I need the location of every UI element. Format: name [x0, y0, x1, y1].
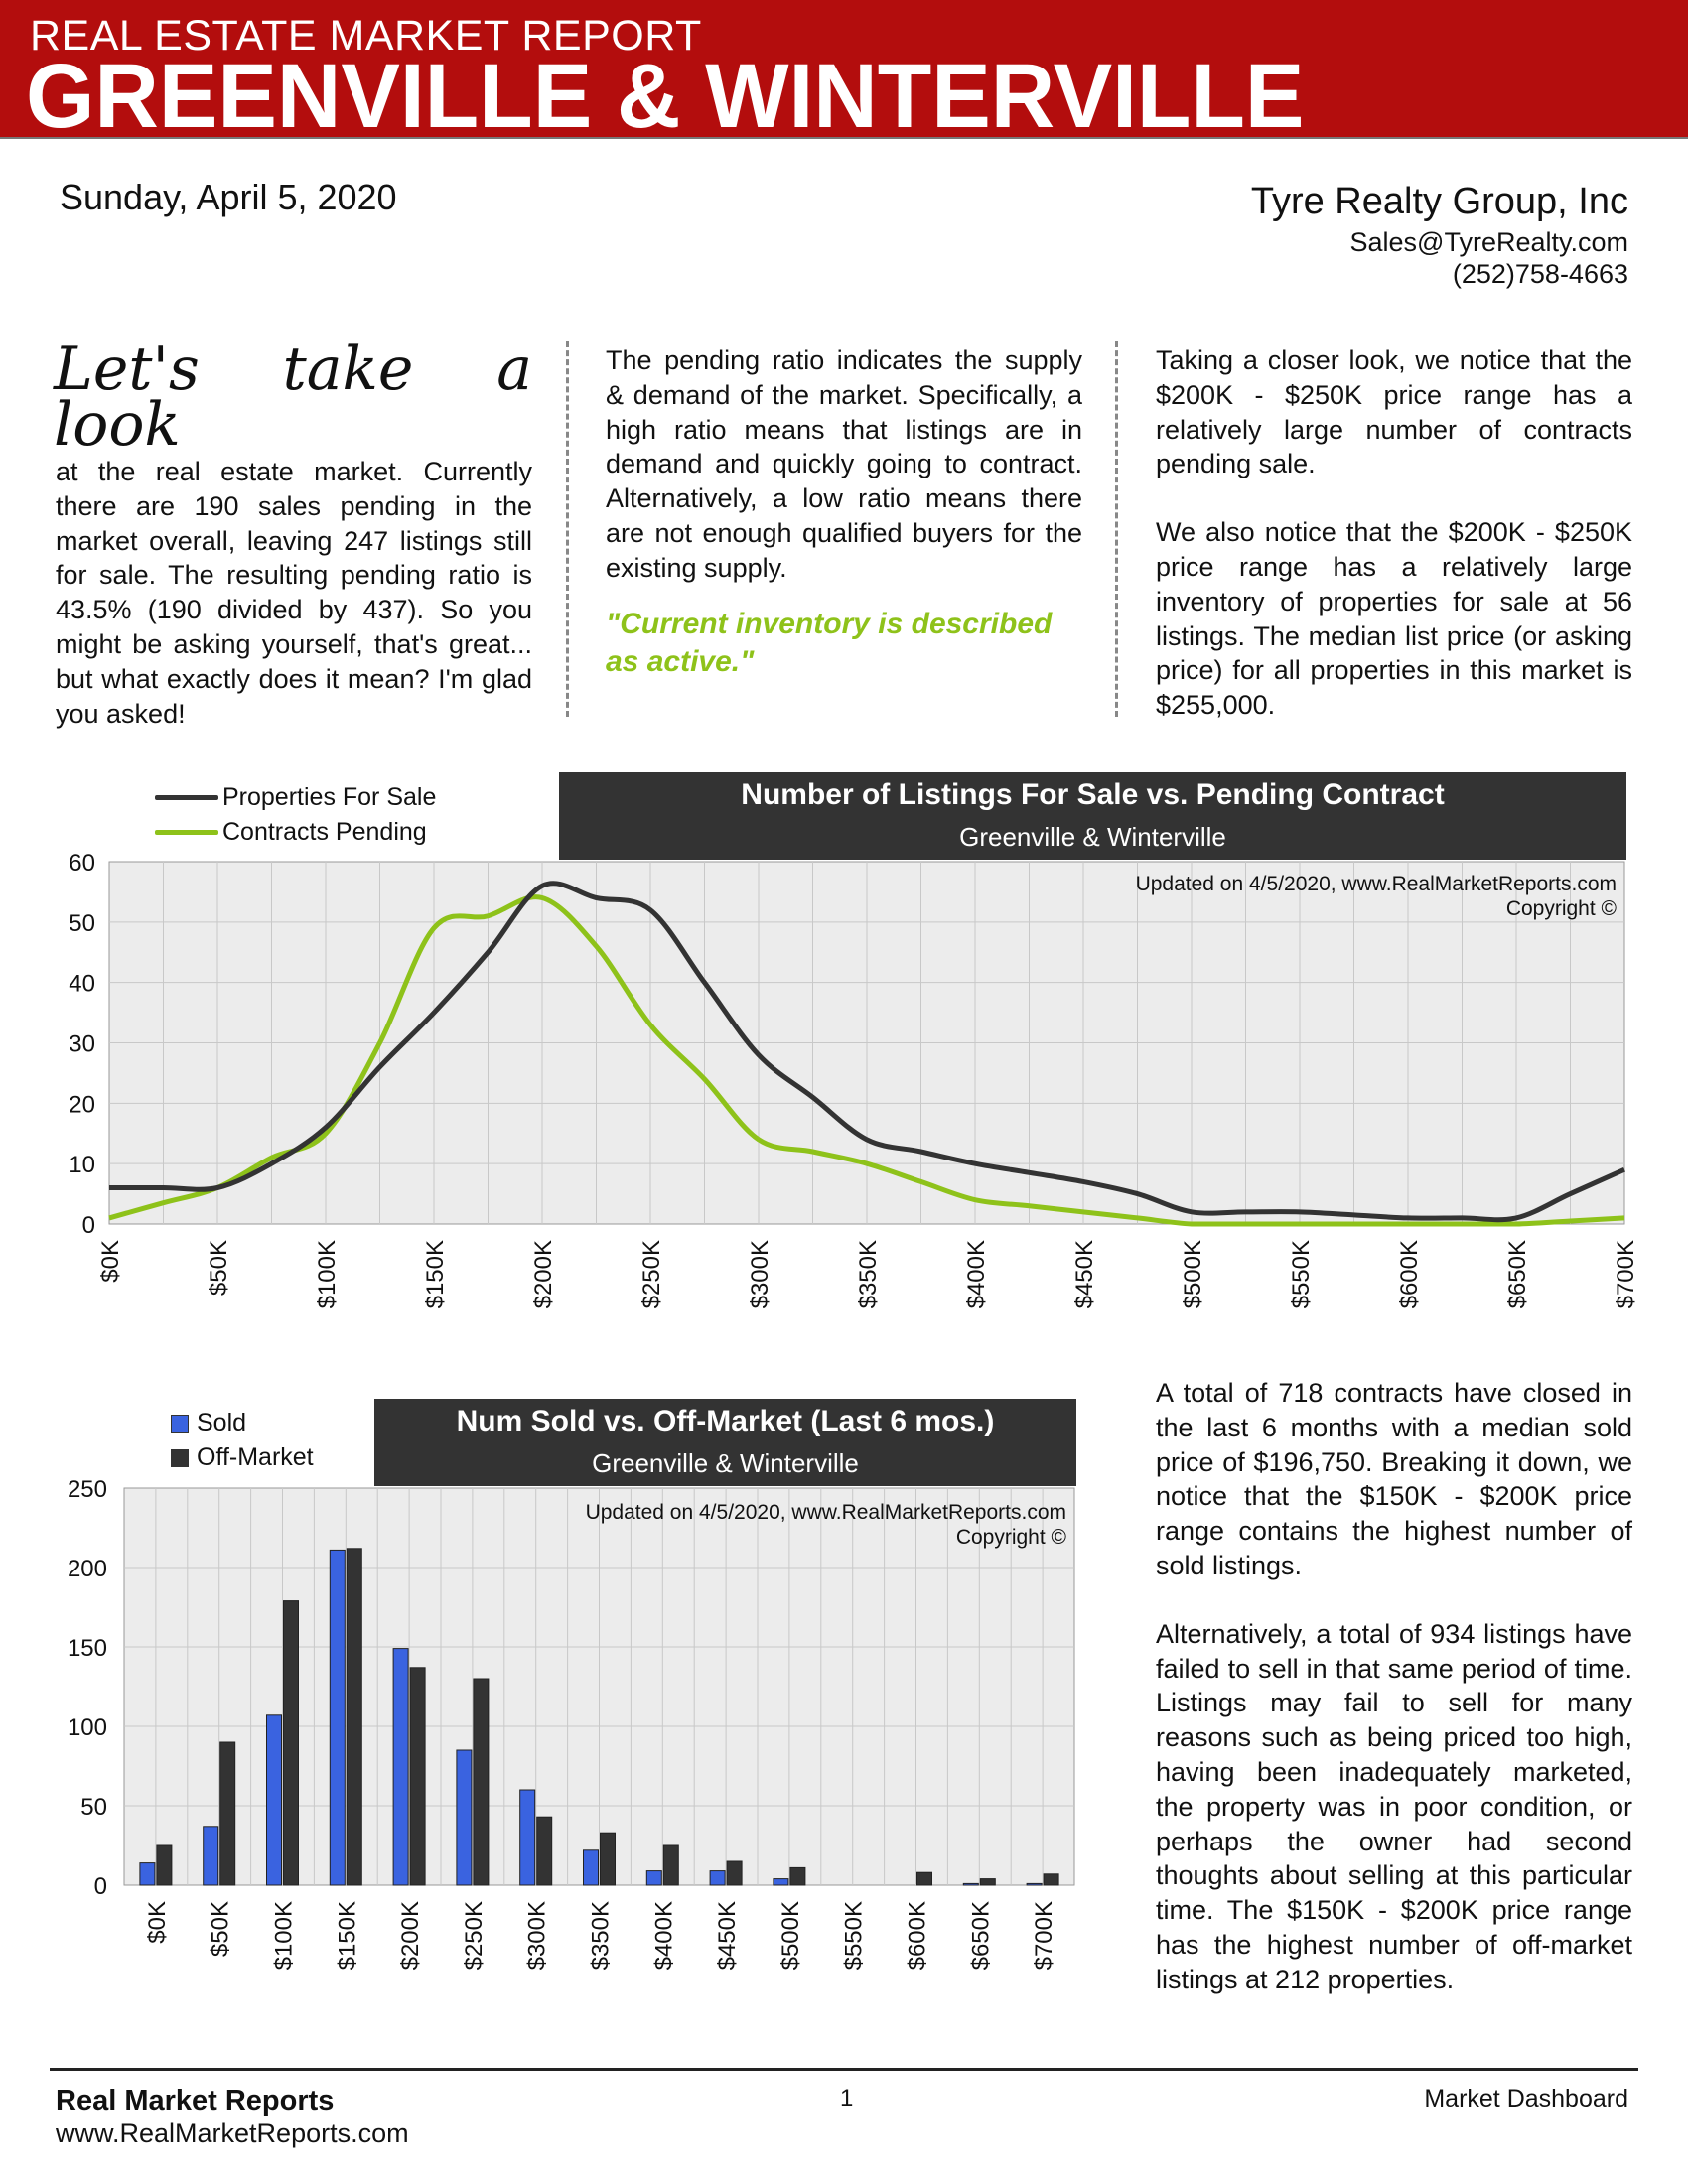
- y-tick-label: 250: [67, 1476, 107, 1503]
- bar-off-market: [727, 1861, 742, 1885]
- x-tick-label: $200K: [530, 1240, 557, 1309]
- legend-swatch: [155, 795, 218, 800]
- pull-quote: "Current inventory is described as active.": [606, 607, 1053, 678]
- intro-paragraph-4: We also notice that the $200K - $250K price range has a relatively large inventory of properties for sale at 56 listings. The median list price (or asking price) for all properties in this market is $255,000.: [1156, 517, 1632, 721]
- company-contact: [1350, 226, 1629, 290]
- bar-sold: [774, 1879, 788, 1885]
- x-tick-label: $500K: [776, 1901, 804, 1971]
- legend-label: Off-Market: [197, 1443, 314, 1471]
- y-tick-label: 10: [69, 1152, 95, 1179]
- x-tick-label: $700K: [1613, 1240, 1639, 1309]
- y-tick-label: 100: [67, 1714, 107, 1741]
- legend-label: Sold: [197, 1409, 247, 1436]
- x-tick-label: $50K: [206, 1240, 232, 1297]
- x-tick-label: $150K: [422, 1240, 449, 1309]
- y-tick-label: 50: [80, 1794, 107, 1821]
- y-tick-label: 50: [69, 909, 95, 937]
- bar-sold: [204, 1827, 218, 1885]
- x-tick-label: $350K: [587, 1901, 615, 1971]
- intro-heading: Let's take a look: [54, 335, 532, 460]
- report-date: Sunday, April 5, 2020: [60, 177, 397, 217]
- bar-sold: [710, 1871, 725, 1885]
- x-tick-label: $600K: [1396, 1240, 1423, 1309]
- intro-paragraph-2: The pending ratio indicates the supply & demand of the market. Specifically, a high ratio means that listings are in demand and quickly going to contract. Alternatively, a low ratio means there are not enough qualified buyers for the existing supply.: [606, 345, 1082, 583]
- legend-item-sold: [171, 1406, 314, 1440]
- y-tick-label: 20: [69, 1091, 95, 1119]
- chart-copyright-note: Copyright ©: [1505, 897, 1617, 920]
- y-tick-label: 40: [69, 970, 95, 998]
- x-tick-label: $100K: [270, 1901, 298, 1971]
- summary-paragraph-2: Alternatively, a total of 934 listings have failed to sell in that same period of time. Listings may fail to sell for many reasons such as being priced too high, having been inadequately marketed, the property was in poor condition, or perhaps the owner had second thoughts about selling at this particular time. The $150K - $200K price range has the highest number of off-market listings at 212 properties.: [1156, 1618, 1632, 1994]
- bar-off-market: [980, 1879, 995, 1885]
- x-tick-label: $450K: [714, 1901, 742, 1971]
- y-tick-label: 30: [69, 1030, 95, 1058]
- bar-off-market: [601, 1833, 616, 1885]
- report-title: GREENVILLE & WINTERVILLE: [26, 46, 1305, 147]
- bar-off-market: [663, 1845, 678, 1885]
- intro-column-2: [606, 343, 1082, 681]
- bar-off-market: [410, 1668, 425, 1885]
- bar-off-market: [790, 1867, 805, 1885]
- column-divider: [1115, 341, 1118, 717]
- bar-off-market: [284, 1601, 299, 1885]
- x-tick-label: $350K: [855, 1240, 882, 1309]
- summary-column: [1156, 1376, 1632, 1997]
- x-tick-label: $550K: [840, 1901, 868, 1971]
- bar-sold: [140, 1863, 155, 1885]
- column-divider: [566, 341, 569, 717]
- footer-rule: [50, 2068, 1638, 2071]
- summary-paragraph-1: A total of 718 contracts have closed in the last 6 months with a median sold price of $196,750. Breaking it down, we notice that the $150K - $200K price range contains the highest number of sold listings.: [1156, 1378, 1632, 1580]
- bar-chart-subtitle: Greenville & Winterville: [592, 1448, 859, 1478]
- company-phone: (252)758-4663: [1452, 259, 1628, 289]
- bar-off-market: [1044, 1874, 1058, 1885]
- x-tick-label: $250K: [460, 1901, 488, 1971]
- bar-off-market: [474, 1679, 489, 1885]
- x-tick-label: $300K: [747, 1240, 774, 1309]
- intro-paragraph-1: at the real estate market. Currently there are 190 sales pending in the market overall, leaving 247 listings still for sale. The resulting pending ratio is 43.5% (190 divided by 437). So you might be asking yourself, that's great... but what exactly does it mean? I'm glad you asked!: [56, 457, 532, 729]
- y-tick-label: 150: [67, 1635, 107, 1662]
- bar-sold: [584, 1850, 599, 1885]
- x-tick-label: $0K: [143, 1901, 171, 1944]
- x-tick-label: $400K: [650, 1901, 678, 1971]
- footer-url[interactable]: www.RealMarketReports.com: [56, 2118, 409, 2148]
- listings-line-chart: [0, 834, 1688, 1390]
- chart-copyright-note: Copyright ©: [955, 1526, 1066, 1549]
- y-tick-label: 200: [67, 1556, 107, 1582]
- bar-sold: [520, 1790, 535, 1885]
- x-tick-label: $100K: [314, 1240, 341, 1309]
- company-name: Tyre Realty Group, Inc: [1250, 181, 1628, 222]
- sold-offmarket-bar-chart: [0, 1449, 1092, 2065]
- legend-label: Properties For Sale: [222, 783, 437, 811]
- bar-chart-title: Num Sold vs. Off-Market (Last 6 mos.): [456, 1405, 995, 1437]
- x-tick-label: $650K: [1504, 1240, 1531, 1309]
- x-tick-label: $300K: [523, 1901, 551, 1971]
- x-tick-label: $600K: [904, 1901, 931, 1971]
- x-tick-label: $700K: [1031, 1901, 1058, 1971]
- y-tick-label: 0: [93, 1873, 107, 1900]
- bar-sold: [963, 1883, 978, 1885]
- x-tick-label: $650K: [967, 1901, 995, 1971]
- x-tick-label: $400K: [963, 1240, 990, 1309]
- x-tick-label: $150K: [334, 1901, 361, 1971]
- bar-off-market: [347, 1549, 361, 1885]
- x-tick-label: $500K: [1180, 1240, 1206, 1309]
- bar-off-market: [157, 1845, 172, 1885]
- bar-sold: [330, 1550, 345, 1885]
- bar-sold: [1027, 1883, 1042, 1885]
- line-chart-subtitle: Greenville & Winterville: [959, 822, 1226, 852]
- x-tick-label: $0K: [97, 1240, 124, 1283]
- page-number: 1: [840, 2085, 854, 2112]
- intro-column-3: [1156, 343, 1632, 723]
- bar-off-market: [537, 1817, 552, 1885]
- x-tick-label: $250K: [638, 1240, 665, 1309]
- bar-sold: [457, 1750, 472, 1885]
- report-banner: [0, 0, 1688, 147]
- x-tick-label: $550K: [1288, 1240, 1315, 1309]
- y-tick-label: 0: [81, 1212, 95, 1239]
- bar-sold: [393, 1649, 408, 1885]
- chart-update-note: Updated on 4/5/2020, www.RealMarketReports.com: [585, 1501, 1066, 1524]
- line-chart-title: Number of Listings For Sale vs. Pending Contract: [741, 778, 1445, 811]
- chart-update-note: Updated on 4/5/2020, www.RealMarketReports.com: [1135, 873, 1617, 895]
- legend-swatch: [171, 1415, 189, 1433]
- x-tick-label: $200K: [397, 1901, 425, 1971]
- footer-section-label: Market Dashboard: [1424, 2085, 1628, 2113]
- bar-off-market: [220, 1742, 235, 1885]
- x-tick-label: $450K: [1071, 1240, 1098, 1309]
- y-tick-label: 60: [69, 850, 95, 877]
- bar-sold: [646, 1871, 661, 1885]
- x-tick-label: $50K: [207, 1901, 234, 1958]
- intro-column-1: [54, 335, 532, 731]
- report-subtitle: REAL ESTATE MARKET REPORT: [30, 12, 702, 60]
- company-email[interactable]: Sales@TyreRealty.com: [1349, 227, 1628, 257]
- footer-brand: Real Market Reports: [56, 2085, 335, 2116]
- legend-label: Contracts Pending: [222, 818, 427, 846]
- legend-item-for-sale: [155, 780, 436, 815]
- bar-off-market: [917, 1872, 932, 1885]
- intro-paragraph-3: Taking a closer look, we notice that the $200K - $250K price range has a relatively large number of contracts pending sale.: [1156, 345, 1632, 479]
- bar-sold: [267, 1715, 282, 1885]
